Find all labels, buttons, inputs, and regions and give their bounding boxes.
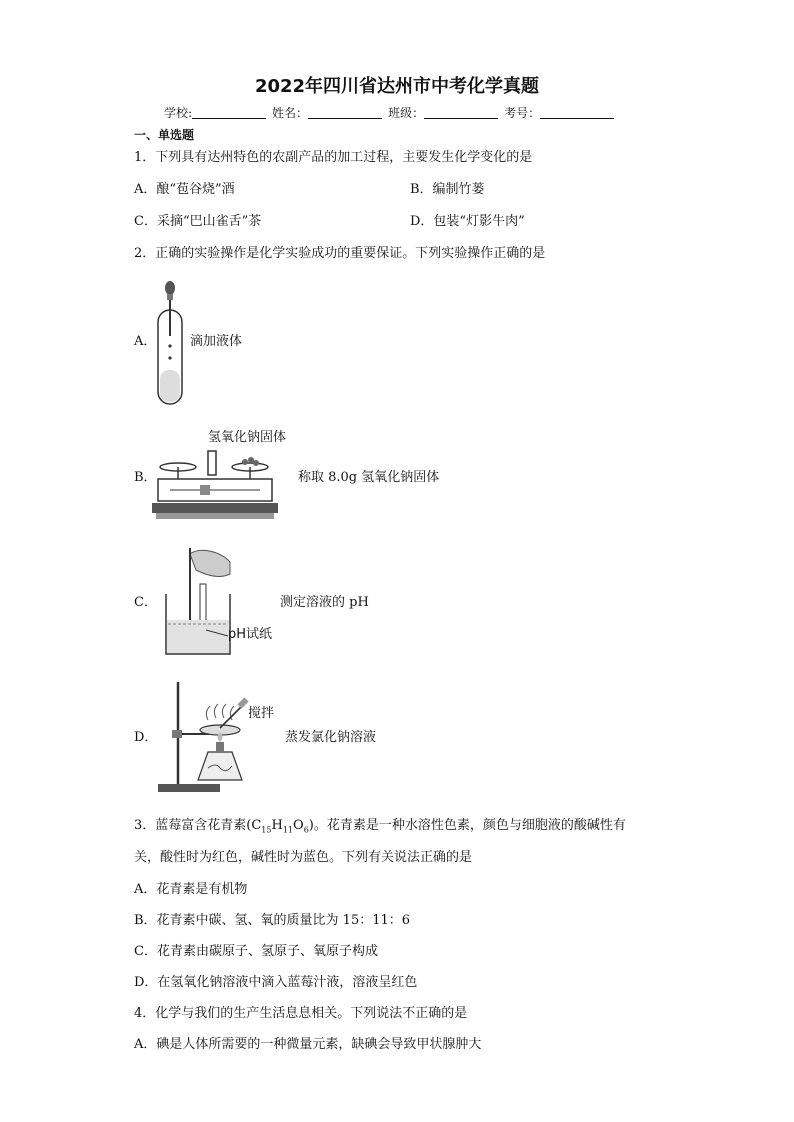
- q2-option-c-letter: C．: [134, 595, 157, 610]
- q3-option-c: C．花青素由碳原子、氢原子、氧原子构成: [134, 944, 378, 959]
- ph-paper-label: pH试纸: [228, 627, 273, 642]
- exam-no-label: 考号：: [504, 106, 541, 120]
- q3-option-a: A．花青素是有机物: [134, 882, 248, 897]
- q1-stem: 1．下列具有达州特色的农副产品的加工过程，主要发生化学变化的是: [134, 150, 533, 165]
- q3-sub-oxygen: 6: [303, 825, 309, 835]
- page-title: 2022年四川省达州市中考化学真题: [254, 76, 540, 97]
- q3-option-d: D．在氢氧化钠溶液中滴入蓝莓汁液，溶液呈红色: [134, 975, 418, 990]
- ph-test-figure: [160, 544, 280, 660]
- class-label: 班级：: [388, 106, 425, 120]
- q4-option-a: A．碘是人体所需要的一种微量元素，缺碘会导致甲状腺肿大: [134, 1037, 482, 1052]
- dropper-test-tube-figure: [150, 280, 190, 410]
- q3-sub-carbon: 15: [261, 825, 272, 835]
- q3-stem-pre: 3．蓝莓富含花青素(C: [134, 818, 262, 833]
- q3-sub-hydrogen: 11: [282, 825, 294, 835]
- q3-stem-line2: 关，酸性时为红色，碱性时为蓝色。下列有关说法正确的是: [134, 850, 473, 865]
- name-blank[interactable]: [308, 106, 382, 119]
- q2-option-a-letter: A．: [134, 334, 157, 349]
- q2-option-d-text: 蒸发氯化钠溶液: [285, 730, 377, 745]
- q3-option-b: B．花青素中碳、氢、氧的质量比为 15：11：6: [134, 913, 411, 928]
- student-info-line: [164, 104, 620, 121]
- q2-option-a-text: 滴加液体: [190, 334, 243, 349]
- q3-stem-post: )。花青素是一种水溶性色素，颜色与细胞液的酸碱性有: [308, 818, 626, 833]
- q2-option-d-letter: D．: [134, 730, 158, 745]
- q2-stem: 2．正确的实验操作是化学实验成功的重要保证。下列实验操作正确的是: [134, 246, 546, 261]
- q2-option-c-text: 测定溶液的 pH: [280, 595, 369, 610]
- exam-no-blank[interactable]: [540, 106, 614, 119]
- class-blank[interactable]: [424, 106, 498, 119]
- q3-stem: [134, 818, 626, 839]
- q1-option-a: A．酿“苞谷烧”酒: [134, 182, 235, 197]
- q1-option-d: D．包装“灯影牛肉”: [410, 214, 525, 229]
- name-label: 姓名：: [272, 106, 309, 120]
- balance-figure: [150, 425, 287, 525]
- school-blank[interactable]: [192, 106, 266, 119]
- evaporation-figure: [150, 680, 290, 796]
- q1-option-c: C．采摘“巴山雀舌”茶: [134, 214, 262, 229]
- q3-h: H: [271, 818, 283, 833]
- q1-option-b: B．编制竹蒌: [410, 182, 485, 197]
- stir-label: 搅拌: [248, 706, 275, 721]
- balance-label: 氢氧化钠固体: [208, 430, 287, 445]
- q2-option-b-text: 称取 8.0g 氢氧化钠固体: [298, 470, 440, 485]
- q4-stem: 4．化学与我们的生产生活息息相关。下列说法不正确的是: [134, 1006, 468, 1021]
- school-label: 学校:: [164, 106, 193, 120]
- section-heading: 一、单选题: [134, 128, 195, 142]
- q2-option-b-letter: B．: [134, 470, 157, 485]
- q3-o: O: [293, 818, 304, 833]
